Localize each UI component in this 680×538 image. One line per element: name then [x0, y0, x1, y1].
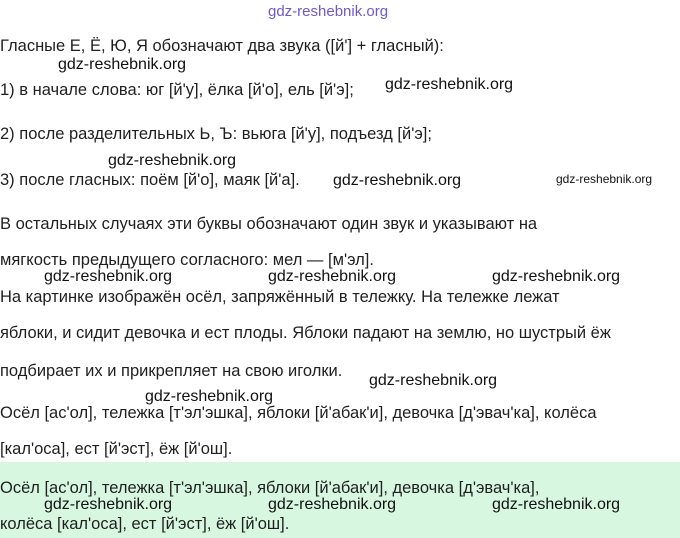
text-line-2: 1) в начале слова: юг [й'у], ёлка [й'о], ель [й'э]; [0, 81, 354, 99]
text-line-1: Гласные Е, Ё, Ю, Я обозначают два звука ([й'] + гласный): [0, 37, 444, 55]
site-watermark-header[interactable]: gdz-reshebnik.org [268, 3, 389, 20]
watermark-overlay: gdz-reshebnik.org [369, 372, 498, 389]
text-line-8: яблоки, и сидит девочка и ест плоды. Яблоки падают на землю, но шустрый ёж [0, 324, 611, 342]
watermark-overlay: gdz-reshebnik.org [333, 172, 462, 189]
watermark-overlay: gdz-reshebnik.org [108, 152, 237, 169]
text-line-11: [кал'оса], ест [й'эст], ёж [й'ош]. [0, 440, 233, 458]
text-line-9: подбирает их и прикрепляет на свою иголки. [0, 362, 343, 380]
text-line-5: В остальных случаях эти буквы обозначают один звук и указывают на [0, 215, 538, 233]
watermark-overlay: gdz-reshebnik.org [44, 268, 173, 285]
answer-line-2: колёса [кал'оса], ест [й'эст], ёж [й'ош]. [0, 515, 290, 533]
watermark-overlay: gdz-reshebnik.org [44, 496, 173, 513]
text-line-7: На картинке изображён осёл, запряжённый в тележку. На тележке лежат [0, 288, 560, 306]
text-line-10: Осёл [ас'ол], тележка [т'эл'эшка], яблоки [й'абак'и], девочка [д'эвач'ка], колёса [0, 404, 597, 422]
text-line-3: 2) после разделительных Ь, Ъ: вьюга [й'у], подъезд [й'э]; [0, 125, 432, 143]
text-line-4: 3) после гласных: поём [й'о], маяк [й'а]. [0, 171, 300, 189]
answer-line-1: Осёл [ас'ол], тележка [т'эл'эшка], яблоки [й'абак'и], девочка [д'эвач'ка], [0, 479, 540, 497]
watermark-overlay: gdz-reshebnik.org [268, 268, 397, 285]
watermark-overlay: gdz-reshebnik.org [58, 56, 187, 73]
watermark-overlay: gdz-reshebnik.org [385, 76, 514, 93]
watermark-overlay: gdz-reshebnik.org [492, 496, 621, 513]
text-line-6: мягкость предыдущего согласного: мел — [м'эл]. [0, 251, 374, 269]
watermark-overlay: gdz-reshebnik.org [556, 172, 653, 186]
watermark-overlay: gdz-reshebnik.org [492, 268, 621, 285]
watermark-overlay: gdz-reshebnik.org [268, 496, 397, 513]
watermark-overlay: gdz-reshebnik.org [145, 388, 274, 405]
